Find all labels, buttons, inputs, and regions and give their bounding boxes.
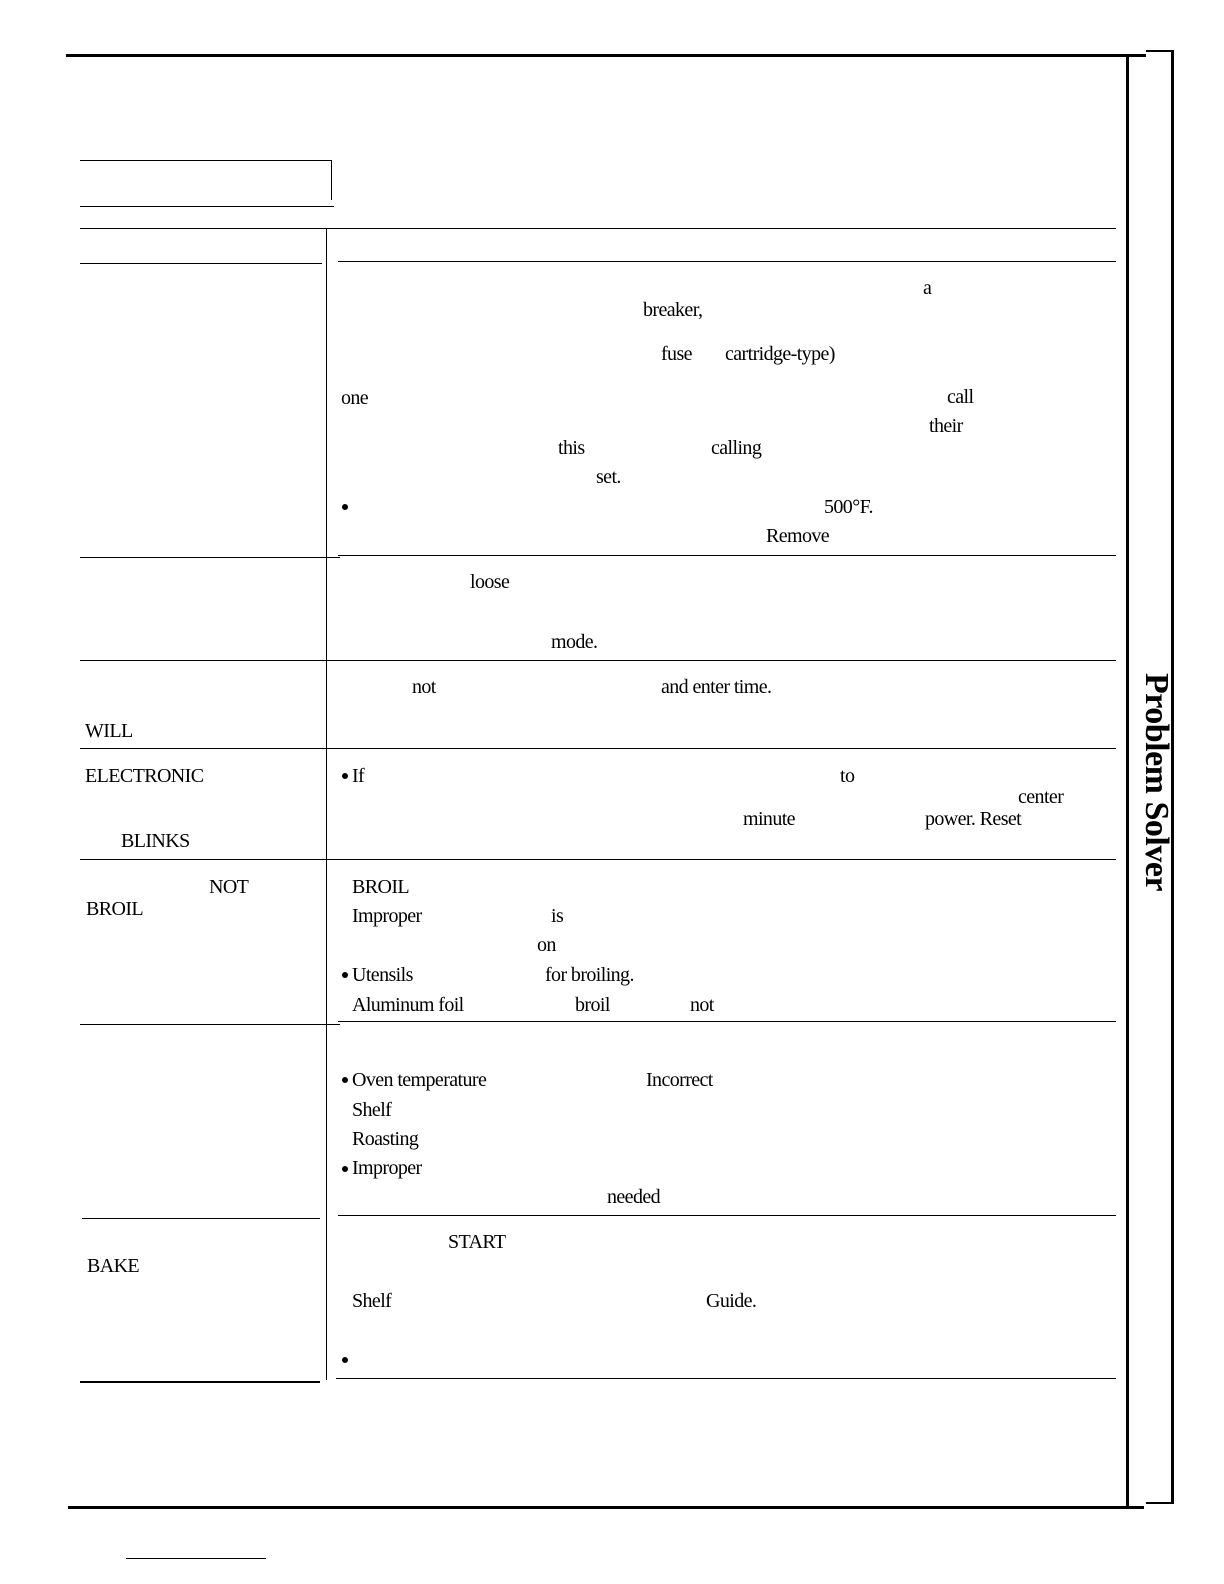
row-sep-5-right xyxy=(338,1021,1116,1022)
left-header-rule xyxy=(80,263,322,264)
problem-text: BAKE xyxy=(87,1255,140,1277)
right-bar-bottom-tick xyxy=(1146,1502,1172,1504)
cause-text: center xyxy=(1018,786,1064,808)
cause-text: for broiling. xyxy=(545,964,634,986)
problem-text: BROIL xyxy=(86,898,144,920)
cause-text: their xyxy=(929,415,963,437)
cause-text: Aluminum foil xyxy=(352,994,464,1016)
cause-text: needed xyxy=(607,1186,661,1208)
table-bottom-left xyxy=(80,1381,320,1383)
right-bar-top-tick xyxy=(1146,50,1172,52)
bullet-icon xyxy=(342,504,348,510)
cause-text: Improper xyxy=(352,905,422,927)
cause-text: calling xyxy=(711,437,762,459)
row-sep-2 xyxy=(80,660,1116,661)
bullet-icon xyxy=(342,773,348,779)
cause-text: and enter time. xyxy=(661,676,772,698)
cause-text: Improper xyxy=(352,1157,422,1179)
header-box-bottom xyxy=(80,206,334,207)
cause-text: Roasting xyxy=(352,1128,419,1150)
cause-text: START xyxy=(448,1231,506,1253)
cause-text: Utensils xyxy=(352,964,413,986)
row-sep-6-left xyxy=(82,1218,320,1219)
cause-text: minute xyxy=(743,808,795,830)
cause-text: set. xyxy=(596,466,621,488)
cause-text: cartridge-type) xyxy=(725,343,835,365)
footer-short-rule xyxy=(126,1558,266,1559)
problem-text: WILL xyxy=(85,720,133,742)
header-box-top xyxy=(80,160,332,161)
header-box-right xyxy=(331,160,332,200)
row-sep-4 xyxy=(80,859,1116,860)
bullet-icon xyxy=(342,972,348,978)
cause-text: call xyxy=(947,386,974,408)
cause-text: not xyxy=(412,676,436,698)
cause-text: Shelf xyxy=(352,1099,392,1121)
right-header-rule xyxy=(338,261,1116,262)
table-top-rule xyxy=(80,228,1116,229)
cause-text: Shelf xyxy=(352,1290,392,1312)
top-rule xyxy=(66,54,1146,57)
cause-text: BROIL xyxy=(352,876,410,898)
cause-text: broil xyxy=(575,994,610,1016)
cause-text: a xyxy=(923,277,932,299)
table-bottom-right xyxy=(336,1378,1116,1379)
row-sep-1-right xyxy=(338,555,1116,556)
row-sep-1-left xyxy=(80,557,340,558)
cause-text: on xyxy=(537,934,556,956)
cause-text: Remove xyxy=(766,525,830,547)
cause-text: Oven temperature xyxy=(352,1069,487,1091)
cause-text: one xyxy=(341,387,369,409)
bullet-icon xyxy=(342,1077,348,1083)
cause-text: power. Reset xyxy=(925,808,1022,830)
row-sep-5-left xyxy=(80,1024,340,1025)
bottom-rule xyxy=(68,1506,1144,1509)
cause-text: Guide. xyxy=(706,1290,757,1312)
cause-text: mode. xyxy=(551,631,598,653)
cause-text: is xyxy=(551,905,564,927)
right-inner-bar xyxy=(1126,56,1129,1506)
row-sep-3 xyxy=(80,748,1116,749)
cause-text: loose xyxy=(470,571,510,593)
column-divider xyxy=(326,229,327,1380)
problem-text: BLINKS xyxy=(121,830,190,852)
problem-text: NOT xyxy=(209,876,249,898)
side-title: Problem Solver xyxy=(1138,672,1175,892)
bullet-icon xyxy=(342,1166,348,1172)
cause-text: breaker, xyxy=(643,299,703,321)
cause-text: 500°F. xyxy=(824,496,873,518)
cause-text: Incorrect xyxy=(646,1069,713,1091)
cause-text: fuse xyxy=(661,343,692,365)
problem-text: ELECTRONIC xyxy=(85,765,204,787)
cause-text: to xyxy=(840,765,855,787)
cause-text: this xyxy=(558,437,585,459)
bullet-icon xyxy=(342,1357,348,1363)
cause-text: not xyxy=(690,994,714,1016)
row-sep-6-right xyxy=(338,1215,1116,1216)
cause-text: If xyxy=(352,765,365,787)
